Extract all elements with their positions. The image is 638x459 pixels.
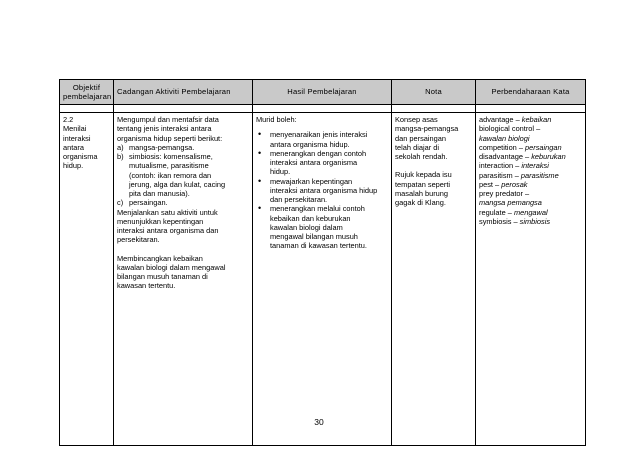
notes-cell: [392, 113, 476, 446]
vocab-entry: [479, 198, 582, 207]
list-item: [117, 143, 249, 152]
interaction-types-list: [117, 143, 249, 208]
vocab-malay: mangsa pemangsa: [479, 198, 542, 208]
activities-paragraph-1: [117, 115, 249, 143]
objective-cell: [60, 113, 114, 446]
text-line: mengawal bilangan musuh: [270, 232, 358, 241]
header-outcomes: Hasil Pembelajaran: [253, 80, 392, 105]
vocab-english: biological control –: [479, 124, 541, 134]
text-line: simbiosis: komensalisme,: [129, 152, 213, 161]
vocab-malay: persaingan: [525, 142, 562, 152]
vocabulary-cell: [476, 113, 586, 446]
text-line: mangsa-pemangsa: [395, 124, 459, 134]
text-line: Konsep asas: [395, 115, 438, 124]
content-row: [60, 113, 586, 446]
page-number: 30: [314, 417, 324, 427]
text-line: tanaman di kawasan tertentu.: [270, 241, 367, 251]
objective-line: Menilai: [63, 124, 87, 134]
activities-paragraph-2: [117, 208, 249, 245]
header-objective: [60, 80, 114, 105]
vocab-malay: mengawal: [513, 207, 548, 217]
vocab-entry: [479, 124, 582, 133]
list-item: [256, 204, 388, 250]
text-line: jerung, alga dan kulat, cacing: [129, 179, 226, 189]
text-line: bilangan musuh tanaman di: [117, 272, 208, 281]
notes-paragraph-2: [395, 170, 472, 207]
spacer-row: [60, 105, 586, 113]
text-line: interaksi antara organisma dan: [117, 226, 219, 235]
text-line: Mengumpul dan mentafsir data: [117, 115, 219, 124]
outcomes-intro: Murid boleh:: [256, 115, 297, 124]
activities-paragraph-3: [117, 254, 249, 291]
vocab-entry: [479, 171, 582, 180]
text-line: menunjukkan kepentingan: [117, 216, 204, 226]
header-notes: Nota: [392, 80, 476, 105]
vocab-entry: [479, 134, 582, 143]
vocab-malay: perosak: [501, 179, 528, 189]
header-vocabulary: Perbendaharaan Kata: [476, 80, 586, 105]
activities-cell: [114, 113, 253, 446]
text-line: persekitaran.: [117, 235, 160, 245]
header-activities: Cadangan Aktiviti Pembelajaran: [114, 80, 253, 105]
list-item: [256, 177, 388, 205]
text-line: tentang jenis interaksi antara: [117, 124, 212, 134]
curriculum-table: [59, 79, 586, 446]
header-objective-line2: pembelajaran: [63, 92, 112, 101]
text-line: kawalan biologi dalam mengawal: [117, 262, 226, 272]
text-line: mangsa-pemangsa.: [129, 142, 195, 152]
vocab-entry: [479, 161, 582, 170]
header-objective-line1: Objektif: [72, 82, 101, 92]
objective-line: organisma: [63, 152, 98, 161]
objective-line: hidup.: [63, 161, 84, 171]
objective-line: interaksi: [63, 133, 91, 143]
list-item: [256, 149, 388, 177]
notes-paragraph-1: [395, 115, 472, 161]
text-line: • menerangkan dengan contoh: [270, 148, 367, 158]
vocabulary-list: [479, 115, 582, 226]
vocab-entry: [479, 143, 582, 152]
vocab-entry: [479, 115, 582, 124]
objective-line: 2.2: [63, 115, 74, 124]
vocab-english: pest –: [479, 179, 500, 189]
list-item: [256, 130, 388, 149]
vocab-english: interaction –: [479, 161, 520, 171]
list-item: [117, 152, 249, 198]
outcomes-cell: [253, 113, 392, 446]
vocab-english: parasitism –: [479, 170, 519, 180]
text-line: Menjalankan satu aktiviti untuk: [117, 207, 218, 217]
list-marker: c): [117, 198, 124, 208]
vocab-english: advantage –: [479, 115, 520, 124]
vocab-malay: kebaikan: [521, 115, 552, 124]
text-line: pita dan manusia).: [129, 189, 190, 198]
text-line: organisma hidup seperti berikut:: [117, 133, 223, 143]
text-line: telah diajar di: [395, 142, 439, 152]
vocab-entry: [479, 208, 582, 217]
vocab-entry: [479, 217, 582, 226]
text-line: masalah burung: [395, 188, 449, 198]
text-line: kebaikan dan keburukan: [270, 213, 351, 223]
objective-line: antara: [63, 142, 84, 152]
text-line: • mewajarkan kepentingan: [270, 176, 353, 186]
text-line: Membincangkan kebaikan: [117, 253, 203, 263]
vocab-entry: [479, 152, 582, 161]
text-line: interaksi antara organisma hidup: [270, 185, 378, 195]
text-line: hidup.: [270, 167, 291, 177]
text-line: dan persaingan: [395, 133, 446, 143]
text-line: (contoh: ikan remora dan: [129, 170, 212, 180]
header-row: [60, 80, 586, 105]
vocab-malay: interaksi: [521, 161, 549, 171]
list-marker: a): [117, 142, 124, 152]
list-marker: b): [117, 152, 124, 161]
vocab-entry: [479, 189, 582, 198]
text-line: gagak di Klang.: [395, 198, 446, 207]
vocab-malay: parasitisme: [520, 170, 559, 180]
text-line: persaingan.: [129, 198, 168, 208]
vocab-malay: kawalan biologi: [479, 133, 530, 143]
text-line: • menerangkan melalui contoh: [270, 204, 365, 214]
vocab-malay: simbiosis: [519, 216, 551, 226]
text-line: kawalan biologi dalam: [270, 222, 343, 232]
text-line: kawasan tertentu.: [117, 281, 176, 291]
vocab-entry: [479, 180, 582, 189]
text-line: mutualisme, parasitisme: [129, 161, 209, 171]
vocab-malay: keburukan: [531, 152, 566, 161]
vocab-english: disadvantage –: [479, 152, 530, 161]
text-line: sekolah rendah.: [395, 152, 448, 161]
list-item: [117, 198, 249, 207]
outcomes-list: [256, 130, 388, 250]
text-line: Rujuk kepada isu: [395, 170, 452, 180]
text-line: dan persekitaran.: [270, 195, 328, 204]
text-line: antara organisma hidup.: [270, 139, 350, 149]
text-line: tempatan seperti: [395, 179, 451, 189]
text-line: • menyenaraikan jenis interaksi: [270, 130, 368, 140]
vocab-english: symbiosis –: [479, 216, 518, 226]
vocab-english: prey predator –: [479, 189, 530, 198]
vocab-english: regulate –: [479, 207, 512, 217]
vocab-english: competition –: [479, 142, 523, 152]
text-line: interaksi antara organisma: [270, 158, 358, 167]
